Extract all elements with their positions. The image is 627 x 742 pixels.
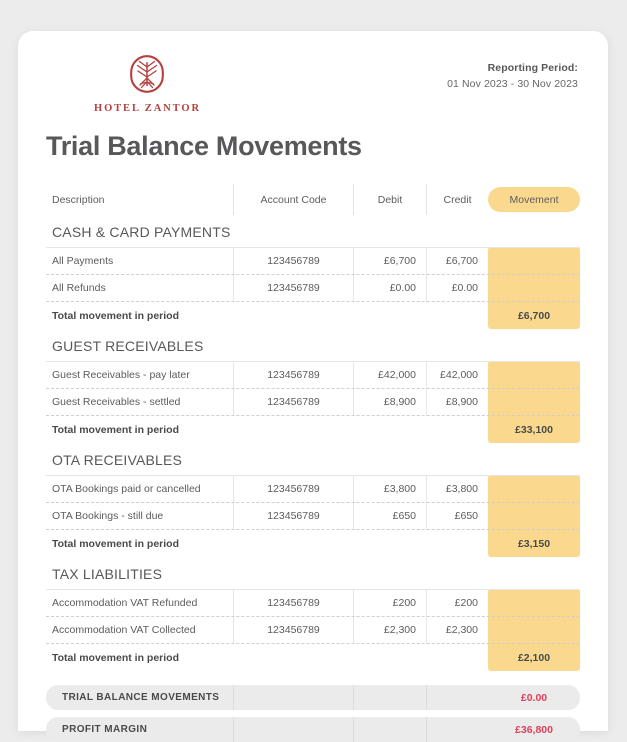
section-total-spacer bbox=[353, 644, 426, 672]
row-description: Accommodation VAT Refunded bbox=[52, 597, 198, 609]
section-total-movement: £2,100 bbox=[517, 651, 551, 664]
table-row bbox=[46, 502, 580, 529]
column-header-description: Description bbox=[52, 193, 105, 206]
reporting-period-value: 01 Nov 2023 - 30 Nov 2023 bbox=[447, 78, 578, 90]
tree-logo-icon bbox=[129, 54, 165, 99]
row-debit: £200 bbox=[353, 590, 426, 617]
table-row bbox=[46, 475, 580, 502]
row-debit: £8,900 bbox=[353, 389, 426, 416]
row-debit: £42,000 bbox=[353, 362, 426, 389]
section-title: GUEST RECEIVABLES bbox=[52, 338, 204, 354]
row-credit: £0.00 bbox=[426, 275, 488, 302]
row-credit: £650 bbox=[426, 503, 488, 530]
row-movement bbox=[488, 617, 580, 644]
row-movement bbox=[488, 389, 580, 416]
section-total-label: Total movement in period bbox=[52, 309, 179, 322]
row-description: OTA Bookings - still due bbox=[52, 510, 164, 522]
row-movement bbox=[488, 503, 580, 530]
section-total-spacer bbox=[233, 302, 353, 330]
section-total-spacer bbox=[426, 416, 488, 444]
brand-name: HOTEL ZANTOR bbox=[94, 103, 201, 114]
summary-spacer bbox=[353, 717, 426, 742]
section-body bbox=[46, 475, 580, 557]
row-credit: £42,000 bbox=[426, 362, 488, 389]
table-row bbox=[46, 388, 580, 415]
summary-label: TRIAL BALANCE MOVEMENTS bbox=[62, 692, 220, 703]
row-description: All Refunds bbox=[52, 282, 106, 294]
row-movement bbox=[488, 248, 580, 275]
summary-spacer bbox=[426, 685, 488, 710]
section-total-row bbox=[46, 529, 580, 557]
row-account-code: 123456789 bbox=[233, 503, 353, 530]
table-row bbox=[46, 616, 580, 643]
column-header-debit: Debit bbox=[353, 184, 426, 215]
row-debit: £650 bbox=[353, 503, 426, 530]
row-credit: £8,900 bbox=[426, 389, 488, 416]
brand-block bbox=[46, 54, 201, 114]
row-description: All Payments bbox=[52, 255, 114, 267]
section-total-row bbox=[46, 643, 580, 671]
section-title: TAX LIABILITIES bbox=[52, 566, 163, 582]
table-section bbox=[46, 224, 580, 329]
summary-label: PROFIT MARGIN bbox=[62, 724, 148, 735]
column-header-credit: Credit bbox=[426, 184, 488, 215]
section-body bbox=[46, 589, 580, 671]
table-section bbox=[46, 338, 580, 443]
summary-row bbox=[46, 717, 580, 742]
section-total-movement: £33,100 bbox=[515, 423, 553, 436]
row-description: Guest Receivables - pay later bbox=[52, 369, 190, 381]
row-movement bbox=[488, 476, 580, 503]
row-credit: £3,800 bbox=[426, 476, 488, 503]
summary-spacer bbox=[426, 717, 488, 742]
section-body bbox=[46, 361, 580, 443]
section-total-label: Total movement in period bbox=[52, 423, 179, 436]
row-movement bbox=[488, 362, 580, 389]
section-total-spacer bbox=[426, 644, 488, 672]
section-total-row bbox=[46, 415, 580, 443]
section-total-spacer bbox=[353, 416, 426, 444]
page-title: Trial Balance Movements bbox=[46, 131, 362, 161]
section-total-label: Total movement in period bbox=[52, 651, 179, 664]
section-total-movement: £6,700 bbox=[517, 309, 551, 322]
row-account-code: 123456789 bbox=[233, 476, 353, 503]
movement-header-pill: Movement bbox=[488, 187, 580, 212]
row-account-code: 123456789 bbox=[233, 590, 353, 617]
table-row bbox=[46, 274, 580, 301]
table-row bbox=[46, 247, 580, 274]
trial-balance-table bbox=[46, 184, 580, 671]
section-total-movement: £3,150 bbox=[517, 537, 551, 550]
row-credit: £200 bbox=[426, 590, 488, 617]
row-debit: £6,700 bbox=[353, 248, 426, 275]
table-row bbox=[46, 589, 580, 616]
row-account-code: 123456789 bbox=[233, 275, 353, 302]
section-total-spacer bbox=[233, 416, 353, 444]
summary-row bbox=[46, 685, 580, 710]
section-body bbox=[46, 247, 580, 329]
report-header bbox=[46, 31, 580, 114]
reporting-period bbox=[447, 54, 580, 90]
row-debit: £3,800 bbox=[353, 476, 426, 503]
row-description: Accommodation VAT Collected bbox=[52, 624, 196, 636]
table-sections bbox=[46, 224, 580, 671]
section-total-spacer bbox=[426, 302, 488, 330]
row-credit: £6,700 bbox=[426, 248, 488, 275]
row-movement bbox=[488, 275, 580, 302]
section-total-spacer bbox=[353, 530, 426, 558]
table-section bbox=[46, 452, 580, 557]
row-debit: £0.00 bbox=[353, 275, 426, 302]
section-title: OTA RECEIVABLES bbox=[52, 452, 183, 468]
row-credit: £2,300 bbox=[426, 617, 488, 644]
row-account-code: 123456789 bbox=[233, 362, 353, 389]
row-description: OTA Bookings paid or cancelled bbox=[52, 483, 201, 495]
summary-spacer bbox=[233, 685, 353, 710]
section-total-spacer bbox=[233, 530, 353, 558]
row-movement bbox=[488, 590, 580, 617]
section-total-spacer bbox=[353, 302, 426, 330]
summary-value: £36,800 bbox=[515, 723, 553, 736]
summary-spacer bbox=[353, 685, 426, 710]
row-debit: £2,300 bbox=[353, 617, 426, 644]
row-account-code: 123456789 bbox=[233, 617, 353, 644]
column-header-account-code: Account Code bbox=[233, 184, 353, 215]
section-title: CASH & CARD PAYMENTS bbox=[52, 224, 231, 240]
summary-value: £0.00 bbox=[520, 691, 548, 704]
table-section bbox=[46, 566, 580, 671]
column-header-movement bbox=[488, 184, 580, 215]
row-account-code: 123456789 bbox=[233, 248, 353, 275]
summary-block bbox=[46, 685, 580, 742]
report-card bbox=[18, 31, 608, 736]
row-description: Guest Receivables - settled bbox=[52, 396, 181, 408]
table-row bbox=[46, 361, 580, 388]
summary-spacer bbox=[233, 717, 353, 742]
table-header-row bbox=[46, 184, 580, 215]
section-total-row bbox=[46, 301, 580, 329]
section-total-spacer bbox=[233, 644, 353, 672]
section-total-label: Total movement in period bbox=[52, 537, 179, 550]
reporting-period-label: Reporting Period: bbox=[487, 62, 578, 74]
row-account-code: 123456789 bbox=[233, 389, 353, 416]
section-total-spacer bbox=[426, 530, 488, 558]
